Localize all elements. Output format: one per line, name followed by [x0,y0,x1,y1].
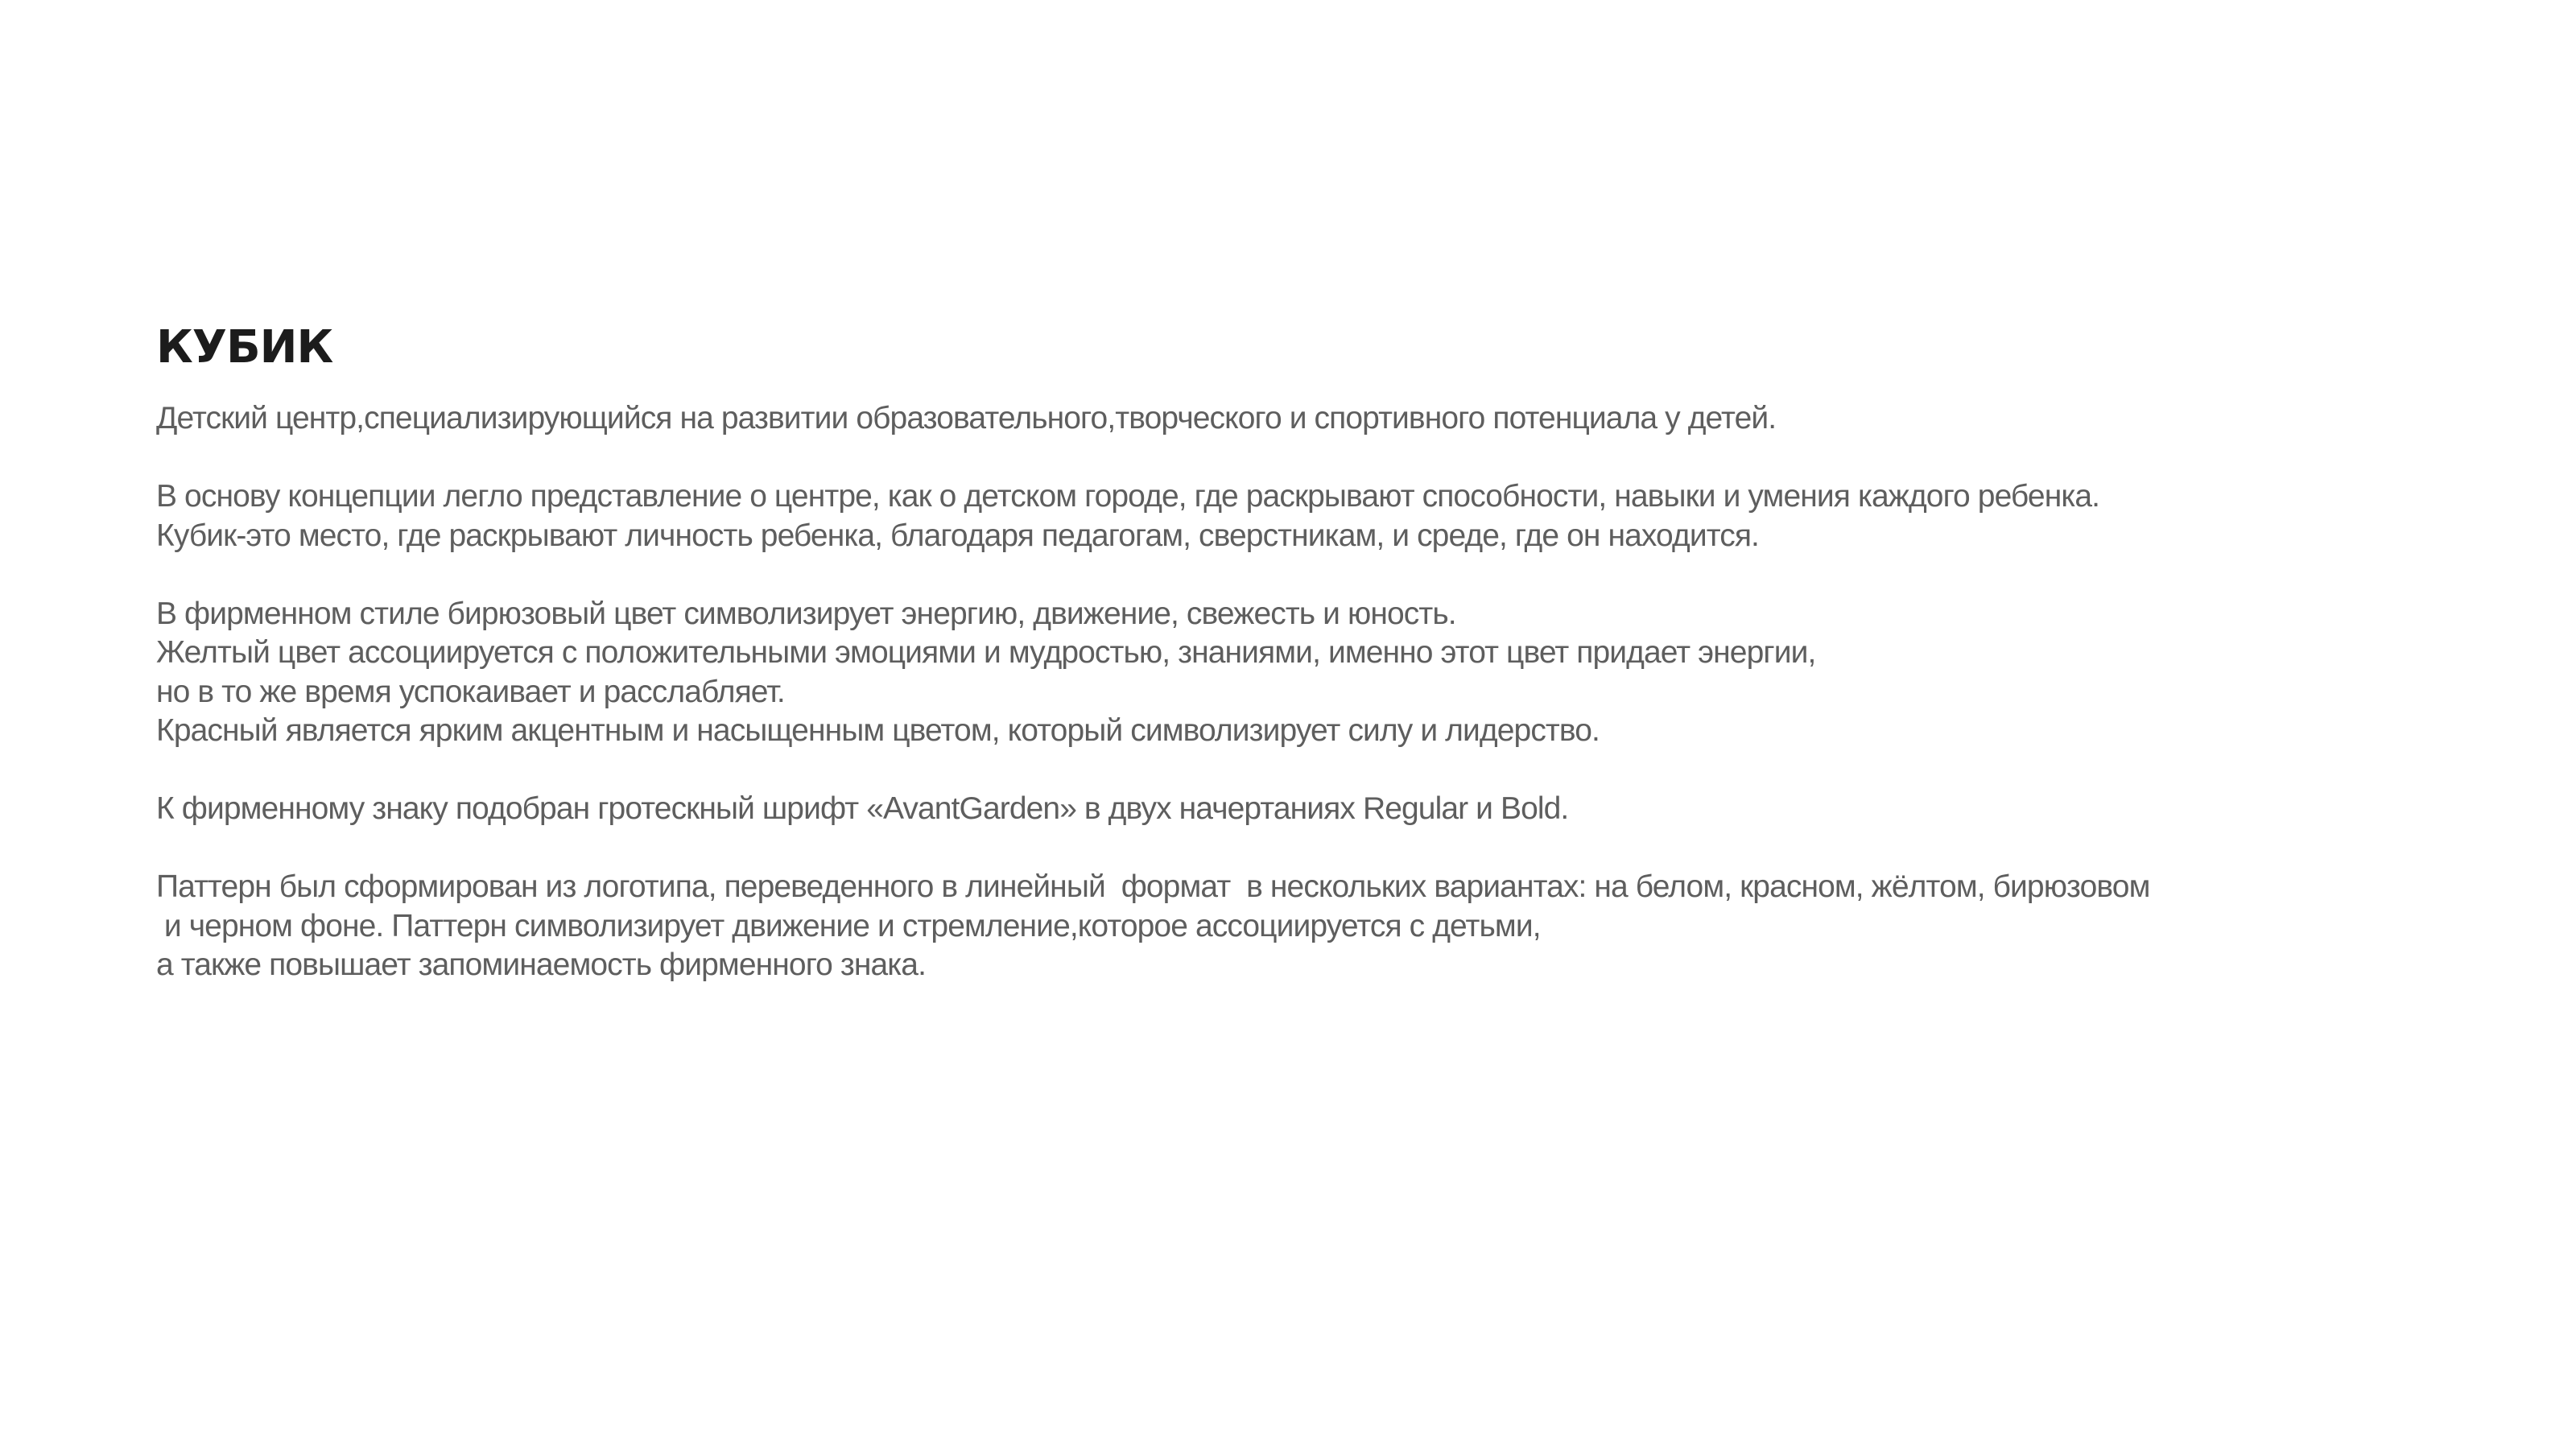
text-line: и черном фоне. Паттерн символизирует движение и стремление,которое ассоциируется с детьми, [156,908,1541,943]
document-body [156,399,2491,985]
text-line: В основу концепции легло представление о центре, как о детском городе, где раскрывают способности, навыки и умения каждого ребенка. [156,479,2100,514]
text-line: а также повышает запоминаемость фирменного знака. [156,947,927,982]
paragraph-concept [156,477,2491,555]
paragraph-pattern [156,868,2491,985]
text-line: К фирменному знаку подобран гротескный шрифт «AvantGarden» в двух начертаниях Regular и Bold. [156,791,1569,826]
text-line: Детский центр,специализирующийся на развитии образовательного,творческого и спортивного потенциала у детей. [156,401,1777,436]
paragraph-font [156,790,2491,829]
text-line: В фирменном стиле бирюзовый цвет символизирует энергию, движение, свежесть и юность. [156,596,1456,631]
text-line: Красный является ярким акцентным и насыщенным цветом, который символизирует силу и лидерство. [156,713,1600,748]
paragraph-spacer [156,555,2491,595]
paragraph-spacer [156,829,2491,869]
paragraph-colors [156,595,2491,751]
document-content [156,319,2491,985]
paragraph-spacer [156,439,2491,478]
text-line: но в то же время успокаивает и расслабляет. [156,674,785,709]
text-line: Паттерн был сформирован из логотипа, переведенного в линейный формат в нескольких вариантах: на белом, красном, жёлтом, бирюзовом [156,869,2150,904]
text-line: Желтый цвет ассоциируется с положительными эмоциями и мудростью, знаниями, именно этот цвет придает энергии, [156,635,1816,670]
document-title: КУБИК [156,321,333,374]
paragraph-intro [156,399,2491,439]
text-line: Кубик-это место, где раскрывают личность ребенка, благодаря педагогам, сверстникам, и среде, где он находится. [156,518,1759,553]
paragraph-spacer [156,751,2491,791]
